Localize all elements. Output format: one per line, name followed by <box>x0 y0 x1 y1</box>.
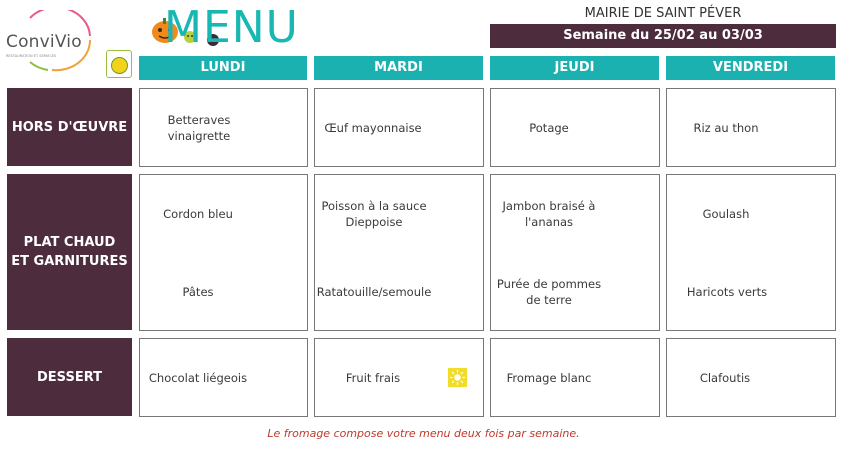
row-label-plat-chaud <box>7 174 132 330</box>
convivio-logo <box>4 8 100 72</box>
sun-icon <box>448 368 467 387</box>
row-label-hors-doeuvre <box>7 88 132 166</box>
dish-hors-doeuvre-jeudi: Potage <box>529 121 569 135</box>
dish-hors-doeuvre-lundi: Betteraves vinaigrette <box>167 113 231 143</box>
day-header-lundi: LUNDI <box>139 56 307 80</box>
dish-dessert-lundi: Chocolat liégeois <box>148 371 248 385</box>
row-label-text: ET GARNITURES <box>11 254 128 269</box>
week-banner: Semaine du 25/02 au 03/03 <box>490 24 836 48</box>
row-label-text: HORS D'ŒUVRE <box>11 119 128 135</box>
day-header-mardi: MARDI <box>314 56 483 80</box>
dish-dessert-jeudi: Fromage blanc <box>506 371 592 385</box>
dish-dessert-mardi: Fruit frais <box>345 371 401 385</box>
logo-text: ConviVio <box>6 32 82 52</box>
garniture-lundi: Pâtes <box>182 285 214 299</box>
garniture-jeudi: Purée de pommes de terre <box>496 277 602 307</box>
footnote: Le fromage compose votre menu deux fois par semaine. <box>267 427 580 440</box>
day-header-jeudi: JEUDI <box>490 56 659 80</box>
dish-plat-vendredi: Goulash <box>702 207 750 221</box>
dish-plat-jeudi: Jambon braisé à l'ananas <box>502 199 596 229</box>
dish-hors-doeuvre-vendredi: Riz au thon <box>693 121 759 135</box>
row-label-text: DESSERT <box>37 369 102 385</box>
page-title: MENU <box>164 2 299 53</box>
mairie-name: MAIRIE DE SAINT PÉVER <box>584 6 742 21</box>
dish-hors-doeuvre-mardi: Œuf mayonnaise <box>324 121 422 135</box>
row-label-text: PLAT CHAUD <box>23 235 116 250</box>
dish-plat-lundi: Cordon bleu <box>163 207 233 221</box>
dish-plat-mardi: Poisson à la sauce Dieppoise <box>321 199 427 229</box>
menu-cell <box>666 174 836 331</box>
menu-cell <box>139 174 308 331</box>
garniture-vendredi: Haricots verts <box>686 285 768 299</box>
label-badge-icon <box>106 50 132 78</box>
row-label-dessert <box>7 338 132 416</box>
day-header-vendredi: VENDREDI <box>666 56 835 80</box>
garniture-mardi: Ratatouille/semoule <box>316 285 432 299</box>
dish-dessert-vendredi: Clafoutis <box>699 371 751 385</box>
logo-subtext: RESTAURATION ET SERVICES <box>6 54 57 58</box>
